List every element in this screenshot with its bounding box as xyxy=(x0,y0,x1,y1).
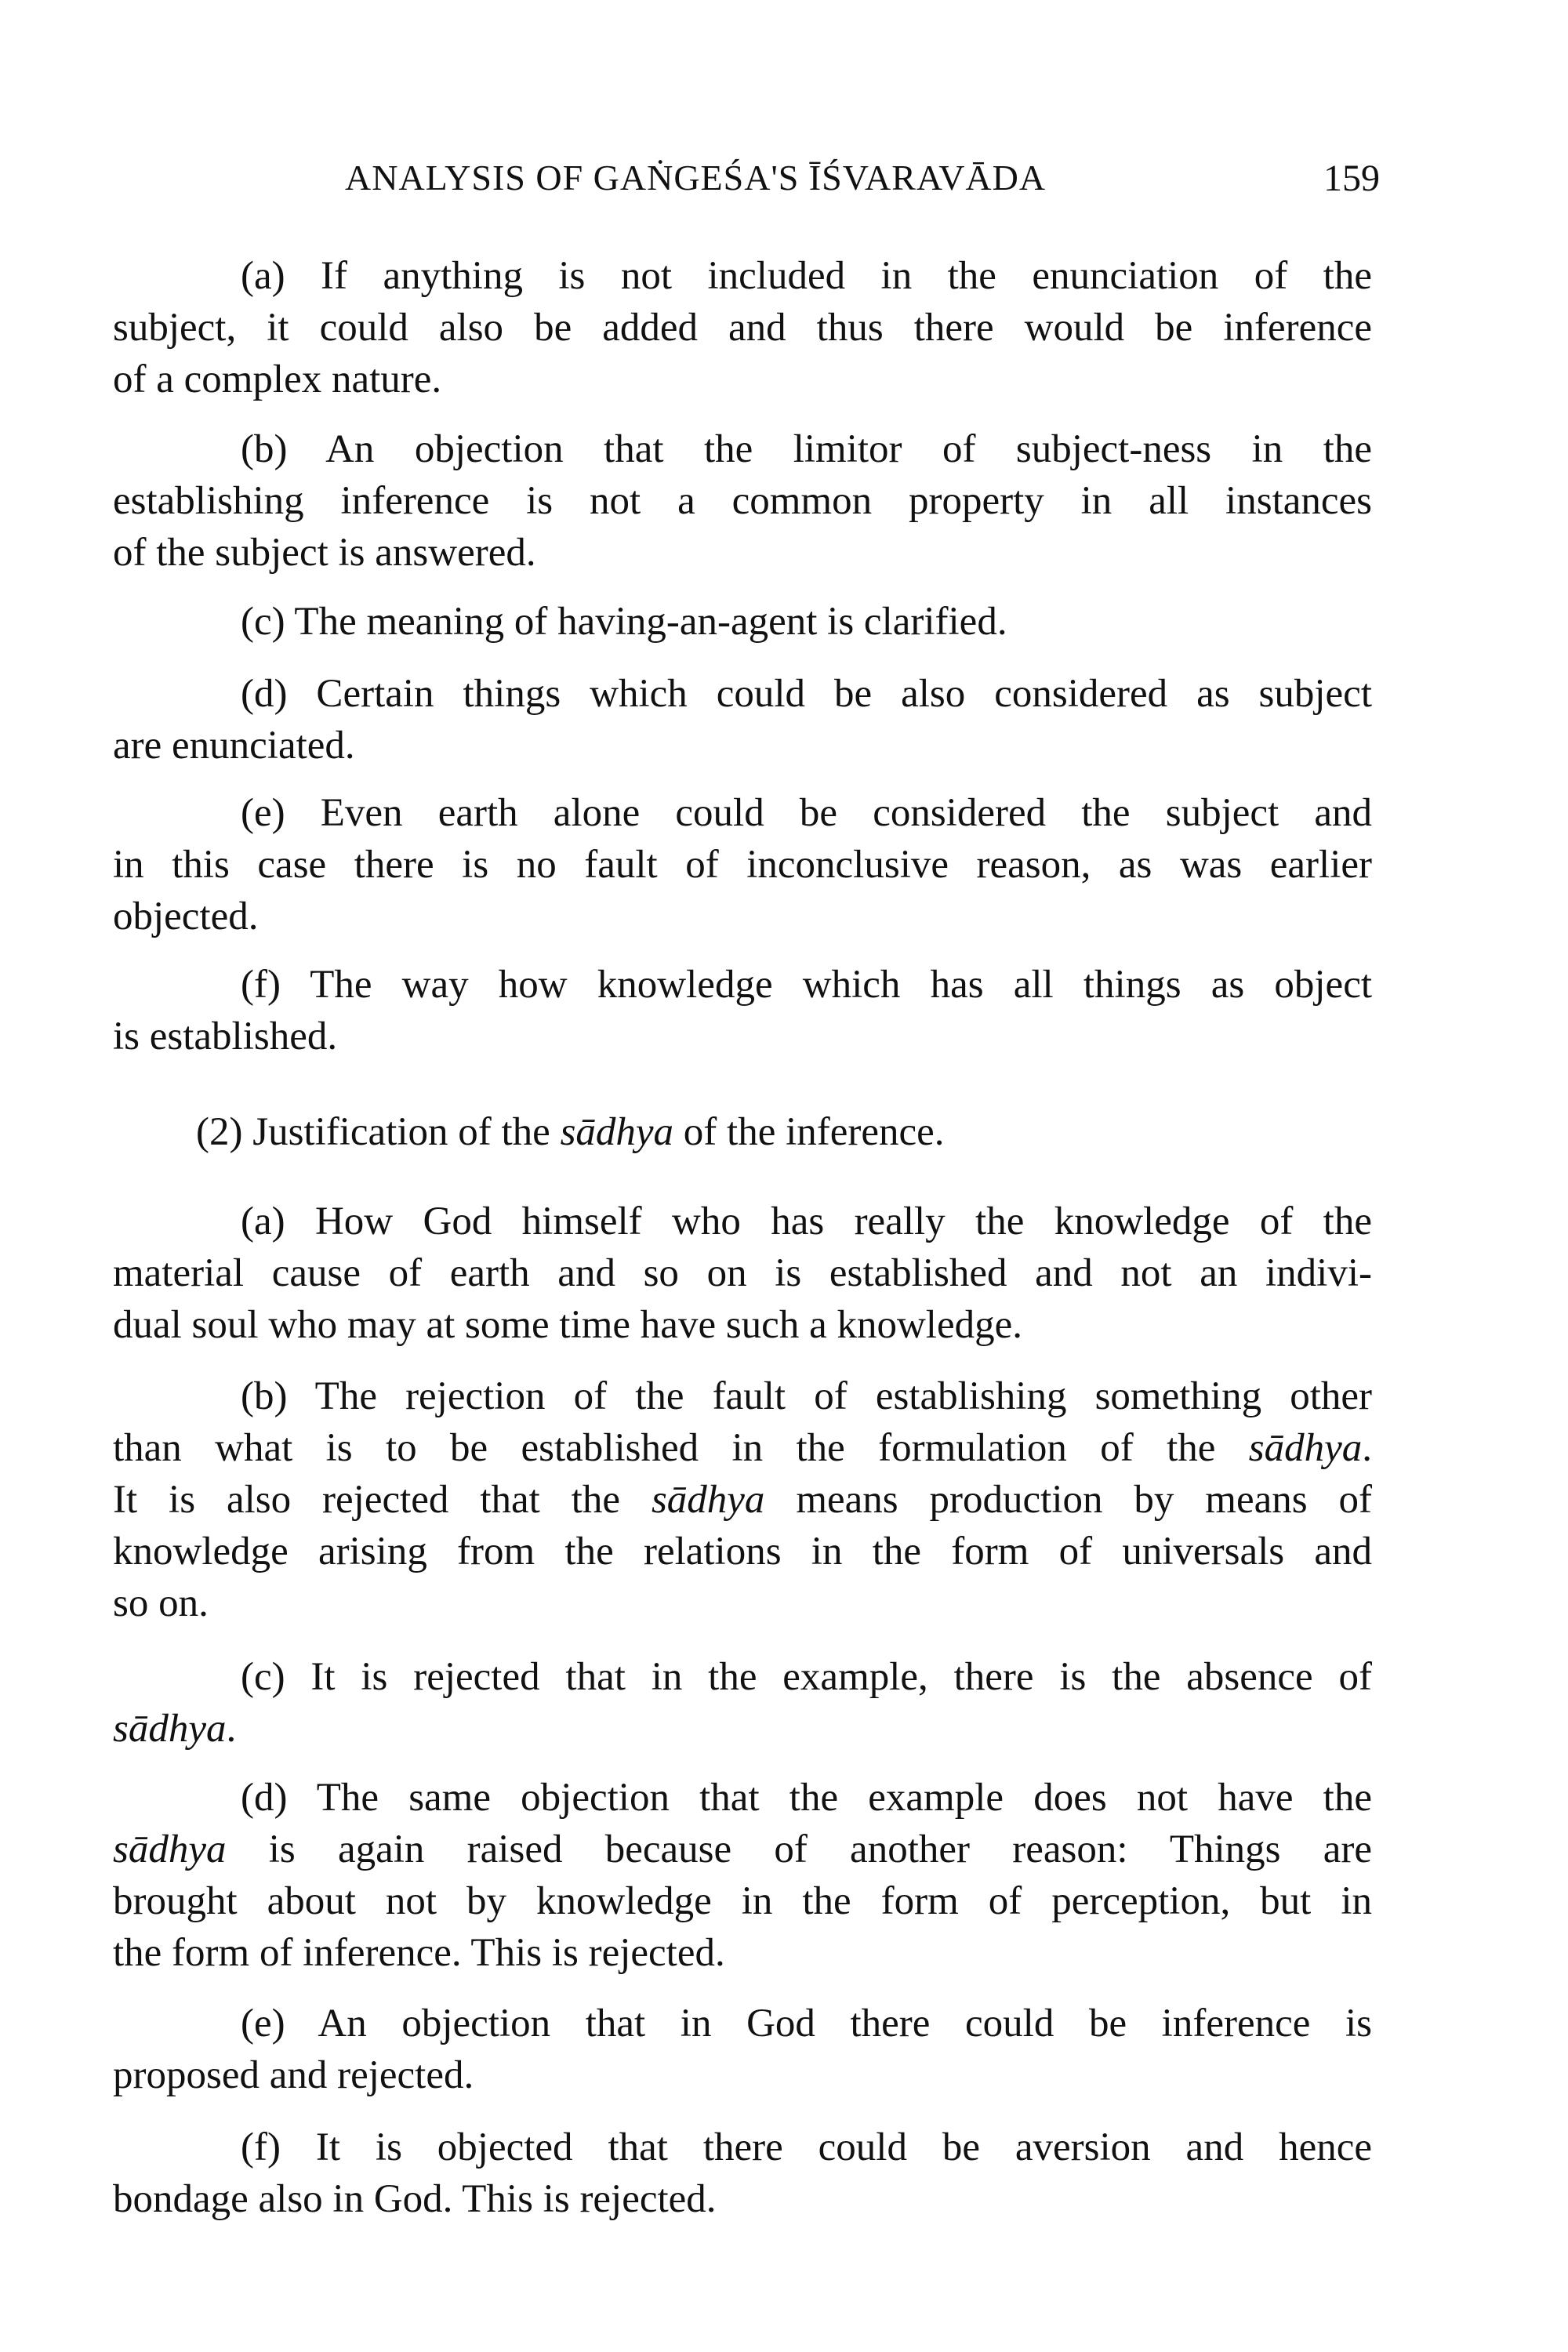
text-line: of the subject is answered. xyxy=(113,531,536,575)
running-header xyxy=(345,157,1380,212)
text-line: objected. xyxy=(113,895,259,938)
paragraph xyxy=(113,1106,1372,1158)
text-line: It is also rejected that the sādhya means production by means of xyxy=(113,1478,1372,1522)
text-line: (c) It is rejected that in the example, there is the absence of xyxy=(241,1655,1372,1699)
paragraph xyxy=(113,959,1372,1062)
paragraph xyxy=(113,1772,1372,1979)
text-line: brought about not by knowledge in the form of perception, but in xyxy=(113,1879,1372,1923)
paragraph xyxy=(113,1196,1372,1351)
paragraph xyxy=(113,1651,1372,1755)
text-line: knowledge arising from the relations in the form of universals and xyxy=(113,1530,1372,1573)
paragraph xyxy=(113,1998,1372,2101)
text-line: are enunciated. xyxy=(113,724,355,768)
text-line: the form of inference. This is rejected. xyxy=(113,1931,725,1975)
text-line: sādhya is again raised because of another reason: Things are xyxy=(113,1828,1372,1871)
text-line: (a) If anything is not included in the enunciation of the xyxy=(241,254,1372,298)
text-line: (e) Even earth alone could be considered the subject and xyxy=(241,791,1372,835)
text-line: so on. xyxy=(113,1581,209,1625)
text-line: (2) Justification of the sādhya of the inference. xyxy=(196,1110,945,1154)
text-line: is established. xyxy=(113,1014,338,1058)
text-line: dual soul who may at some time have such a knowledge. xyxy=(113,1303,1022,1347)
text-line: bondage also in God. This is rejected. xyxy=(113,2177,717,2221)
text-line: in this case there is no fault of inconclusive reason, as was earlier xyxy=(113,843,1372,887)
paragraph xyxy=(113,423,1372,579)
text-line: (a) How God himself who has really the knowledge of the xyxy=(241,1200,1372,1243)
text-line: (b) The rejection of the fault of establishing something other xyxy=(241,1374,1372,1418)
text-line: (d) Certain things which could be also considered as subject xyxy=(241,672,1372,716)
paragraph xyxy=(113,668,1372,771)
paragraph xyxy=(113,787,1372,942)
text-line: than what is to be established in the formulation of the sādhya. xyxy=(113,1426,1372,1470)
text-line: subject, it could also be added and thus there would be inference xyxy=(113,306,1372,350)
text-line: proposed and rejected. xyxy=(113,2053,474,2097)
text-line: of a complex nature. xyxy=(113,358,442,401)
text-line: material cause of earth and so on is established and not an indivi- xyxy=(113,1251,1372,1295)
page-number: 159 xyxy=(1323,158,1380,199)
paragraph xyxy=(113,250,1372,405)
text-line: (f) The way how knowledge which has all things as object xyxy=(241,963,1372,1007)
running-title: ANALYSIS OF GAṄGEŚA'S ĪŚVARAVĀDA xyxy=(345,158,1047,198)
text-line: sādhya. xyxy=(113,1707,237,1751)
text-line: (e) An objection that in God there could be inference is xyxy=(241,2002,1372,2045)
paragraph xyxy=(113,1370,1372,1629)
text-line: (f) It is objected that there could be aversion and hence xyxy=(241,2125,1372,2169)
text-line: (b) An objection that the limitor of subject-ness in the xyxy=(241,427,1372,471)
paragraph xyxy=(113,596,1372,648)
text-line: (d) The same objection that the example does not have the xyxy=(241,1776,1372,1820)
text-line: establishing inference is not a common property in all instances xyxy=(113,479,1372,523)
text-line: (c) The meaning of having-an-agent is clarified. xyxy=(241,600,1007,644)
paragraph xyxy=(113,2122,1372,2225)
